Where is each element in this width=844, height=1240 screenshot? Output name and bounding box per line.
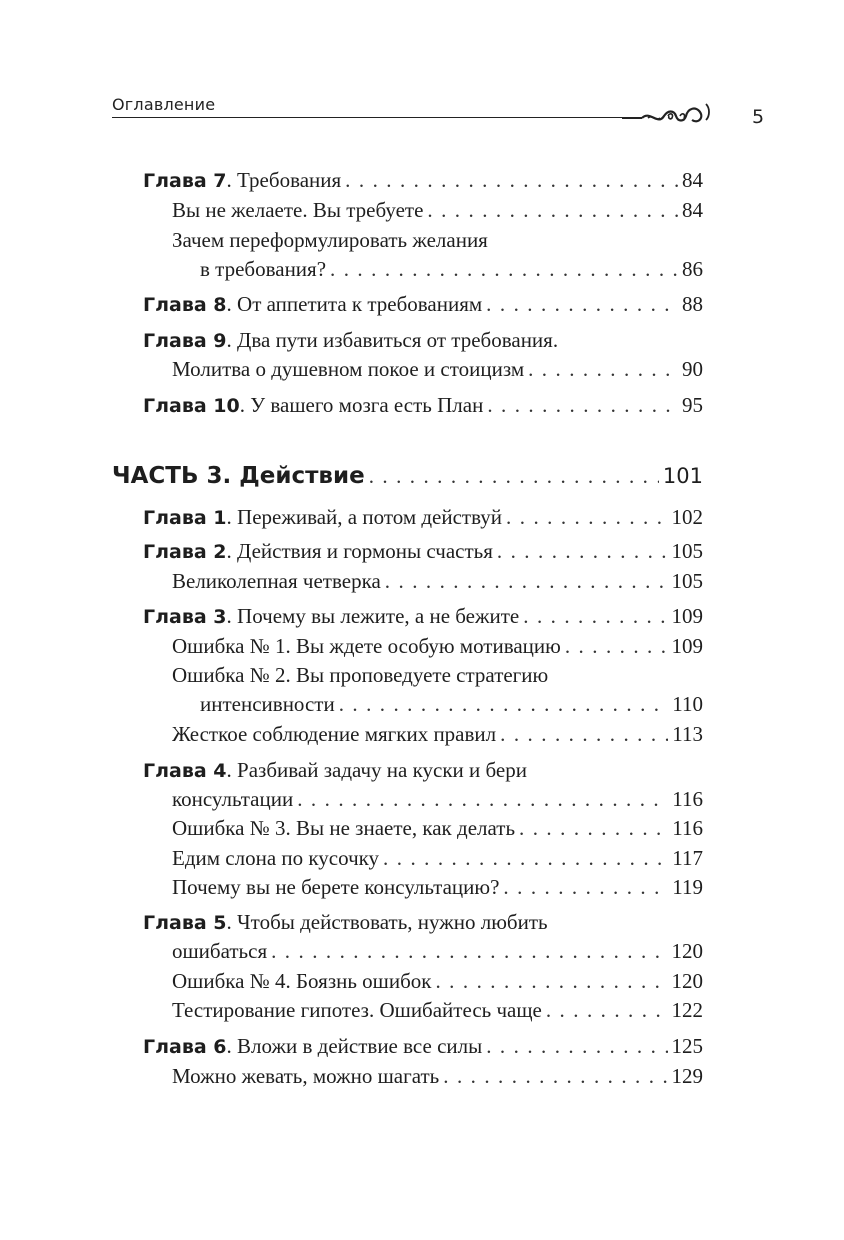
toc-entry [172, 785, 703, 813]
entry-page: 95 [682, 393, 703, 417]
entry-page: 120 [671, 939, 703, 963]
dot-leader [427, 196, 678, 224]
entry-title: Почему вы не берете консультацию? [172, 875, 500, 899]
entry-title: Великолепная четверка [172, 569, 381, 593]
entry-title: . Вложи в действие все силы [226, 1034, 483, 1058]
entry-page: 109 [671, 604, 703, 628]
entry-page: 84 [682, 168, 703, 192]
dot-leader [500, 720, 668, 748]
dot-leader [487, 391, 678, 419]
entry-title-line: Ошибка № 2. Вы проповедуете стратегию [172, 663, 549, 687]
entry-title: в требования? [200, 257, 327, 281]
entry-title: . У вашего мозга есть План [239, 393, 484, 417]
running-header [112, 92, 764, 132]
chapter-label: Глава 1 [143, 507, 227, 529]
entry-page: 117 [672, 846, 703, 870]
entry-title-line [143, 756, 527, 785]
entry-title: . Разбивай задачу на куски и бери [226, 758, 527, 782]
dot-leader [519, 814, 668, 842]
running-header-title: Оглавление [112, 95, 216, 114]
dot-leader [383, 844, 668, 872]
entry-title: Вы не желаете. Вы требуете [172, 198, 424, 222]
chapter-label: Глава 10 [143, 395, 240, 417]
entry-page: 119 [672, 875, 703, 899]
toc-entry [143, 537, 703, 565]
chapter-label: Глава 8 [143, 294, 227, 316]
entry-page: 102 [671, 505, 703, 529]
dot-leader [523, 602, 667, 630]
dot-leader [330, 255, 678, 283]
toc-entry [172, 567, 703, 595]
toc-entry [143, 503, 703, 531]
entry-page: 125 [671, 1034, 703, 1058]
entry-title: Ошибка № 3. Вы не знаете, как делать [172, 816, 516, 840]
entry-title: ошибаться [172, 939, 268, 963]
dot-leader [297, 785, 668, 813]
entry-page: 84 [682, 198, 703, 222]
entry-title-line [143, 908, 548, 937]
dot-leader [435, 967, 667, 995]
entry-page: 109 [671, 634, 703, 658]
toc-entry [143, 166, 703, 194]
entry-title: . Действия и гормоны счастья [226, 539, 493, 563]
entry-title: . Почему вы лежите, а не бежите [226, 604, 520, 628]
entry-page: 105 [671, 539, 703, 563]
entry-page: 86 [682, 257, 703, 281]
toc-entry [172, 814, 703, 842]
toc-entry [172, 967, 703, 995]
entry-page: 116 [672, 787, 703, 811]
toc-entry [172, 996, 703, 1024]
toc-entry [172, 355, 703, 383]
entry-title: . Требования [226, 168, 342, 192]
entry-title: Жесткое соблюдение мягких правил [172, 722, 497, 746]
dot-leader [385, 567, 668, 595]
entry-title: Ошибка № 4. Боязнь ошибок [172, 969, 432, 993]
dot-leader [497, 537, 668, 565]
page-number: 5 [752, 106, 765, 128]
entry-title: . Два пути избавиться от требования. [226, 328, 559, 352]
chapter-label: Глава 3 [143, 606, 227, 628]
dot-leader [271, 937, 667, 965]
entry-title: Можно жевать, можно шагать [172, 1064, 440, 1088]
entry-title: . Переживай, а потом действуй [226, 505, 503, 529]
entry-page: 120 [671, 969, 703, 993]
chapter-label: Глава 2 [143, 541, 227, 563]
dot-leader [486, 1032, 667, 1060]
dot-leader [443, 1062, 667, 1090]
toc-entry [172, 1062, 703, 1090]
entry-title: интенсивности [200, 692, 335, 716]
dot-leader [528, 355, 678, 383]
dot-leader [565, 632, 668, 660]
toc-entry [200, 690, 703, 718]
entry-title-line [143, 326, 558, 355]
entry-page: 110 [672, 692, 703, 716]
header-rule [112, 117, 632, 118]
entry-title: консультации [172, 787, 294, 811]
toc-entry [172, 844, 703, 872]
part-title: . Действие [222, 463, 365, 489]
entry-title: Ошибка № 1. Вы ждете особую мотивацию [172, 634, 561, 658]
toc-entry [143, 602, 703, 630]
entry-page: 105 [671, 569, 703, 593]
chapter-label: Глава 4 [143, 760, 227, 782]
toc-entry [172, 937, 703, 965]
dot-leader [345, 166, 678, 194]
entry-title: Едим слона по кусочку [172, 846, 380, 870]
entry-page: 116 [672, 816, 703, 840]
toc-entry [172, 196, 703, 224]
chapter-label: Глава 7 [143, 170, 227, 192]
entry-page: 113 [672, 722, 703, 746]
entry-title: . Чтобы действовать, нужно любить [226, 910, 548, 934]
dot-leader [369, 460, 659, 492]
entry-title-line: Зачем переформулировать желания [172, 228, 488, 252]
entry-title: . От аппетита к требованиям [226, 292, 483, 316]
dot-leader [339, 690, 669, 718]
chapter-label: Глава 5 [143, 912, 227, 934]
dot-leader [546, 996, 668, 1024]
entry-page: 122 [671, 998, 703, 1022]
chapter-label: Глава 9 [143, 330, 227, 352]
entry-page: 129 [671, 1064, 703, 1088]
entry-page: 101 [662, 464, 703, 488]
flourish-ornament-icon [622, 98, 712, 128]
toc-entry [200, 255, 703, 283]
entry-page: 88 [682, 292, 703, 316]
entry-title: Тестирование гипотез. Ошибайтесь чаще [172, 998, 542, 1022]
toc-part-entry [112, 460, 703, 492]
toc-entry [172, 632, 703, 660]
toc-entry [143, 290, 703, 318]
toc-entry [172, 720, 703, 748]
entry-page: 90 [682, 357, 703, 381]
part-label: ЧАСТЬ 3 [112, 463, 223, 489]
toc-entry [143, 1032, 703, 1060]
dot-leader [486, 290, 678, 318]
dot-leader [506, 503, 667, 531]
toc-entry [143, 391, 703, 419]
entry-title: Молитва о душевном покое и стоицизм [172, 357, 525, 381]
chapter-label: Глава 6 [143, 1036, 227, 1058]
toc-entry [172, 873, 703, 901]
dot-leader [503, 873, 668, 901]
